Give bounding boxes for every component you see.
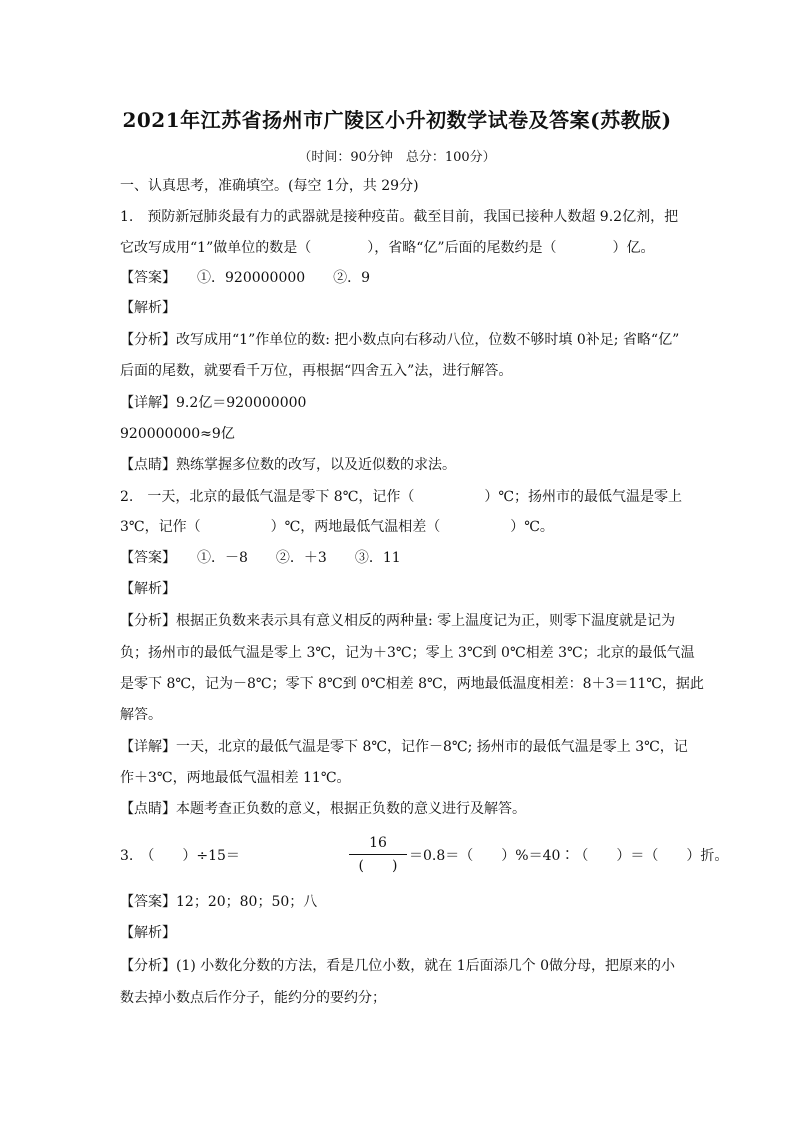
q1-analysis-line-1: 【分析】改写成用“1”作单位的数: 把小数点向右移动八位，位数不够时填 0补足; 省略“亿”	[120, 332, 680, 348]
q1-key-point: 【点睛】熟练掌握多位数的改写，以及近似数的求法。	[120, 457, 456, 473]
q3-answer: 【答案】12；20；80；50；八	[120, 894, 318, 910]
q2-analysis-line-3: 是零下 8℃，记为－8℃；零下 8℃到 0℃相差 8℃，两地最低温度相差：8＋3＝11℃，据此	[120, 676, 704, 692]
q2-analysis-line-2: 负；扬州市的最低气温是零上 3℃，记为＋3℃；零上 3℃到 0℃相差 3℃；北京的最低气温	[120, 645, 695, 661]
q2-key-point: 【点睛】本题考查正负数的意义，根据正负数的意义进行及解答。	[120, 801, 526, 817]
q2-analysis-line-1: 【分析】根据正负数来表示具有意义相反的两种量: 零上温度记为正，则零下温度就是记为	[120, 613, 676, 629]
q3-jiexi-label: 【解析】	[120, 925, 176, 941]
q1-jiexi-label: 【解析】	[120, 300, 176, 316]
q3-text-before-fraction: 3. （ ）÷15＝	[120, 848, 240, 864]
fraction-denominator: ( )	[358, 858, 398, 874]
page-title: 2021年江苏省扬州市广陵区小升初数学试卷及答案(苏教版)	[122, 108, 672, 132]
exam-info: （时间：90分钟 总分：100分）	[298, 150, 496, 165]
q3-text-after-fraction: ＝0.8＝（ ）%＝40∶（ ）＝（ ）折。	[409, 848, 729, 864]
q3-analysis-line-2: 数去掉小数点后作分子，能约分的要约分；	[120, 990, 386, 1006]
q1-detail-line-2: 920000000≈9亿	[120, 426, 235, 442]
q1-text-line-2: 它改写成用“1”做单位的数是（ ），省略“亿”后面的尾数约是（ ）亿。	[120, 240, 655, 256]
fraction-bar	[349, 854, 407, 855]
q3-question	[120, 833, 729, 877]
q2-answer: 【答案】 ①．－8 ②．＋3 ③．11	[120, 550, 401, 566]
q3-fraction	[349, 833, 407, 876]
q2-text-line-1: 2. 一天，北京的最低气温是零下 8℃，记作（ ）℃；扬州市的最低气温是零上	[120, 489, 683, 505]
q3-analysis-line-1: 【分析】(1) 小数化分数的方法，看是几位小数，就在 1后面添几个 0做分母，把原来的小	[120, 958, 675, 974]
q1-analysis-line-2: 后面的尾数，就要看千万位，再根据“四舍五入”法，进行解答。	[120, 363, 513, 379]
q2-text-line-2: 3℃，记作（ ）℃，两地最低气温相差（ ）℃。	[120, 519, 554, 535]
q2-analysis-line-4: 解答。	[120, 707, 162, 723]
fraction-numerator: 16	[369, 835, 387, 851]
q1-text-line-1: 1. 预防新冠肺炎最有力的武器就是接种疫苗。截至目前，我国已接种人数超 9.2亿剂，把	[120, 209, 679, 225]
q2-detail-line-1: 【详解】一天，北京的最低气温是零下 8℃，记作－8℃; 扬州市的最低气温是零上 3℃，记	[120, 739, 688, 755]
section-heading: 一、认真思考，准确填空。(每空 1分，共 29分)	[120, 178, 419, 194]
q1-answer: 【答案】 ①．920000000 ②．9	[120, 270, 371, 286]
q1-detail-line-1: 【详解】9.2亿＝920000000	[120, 395, 307, 411]
q2-detail-line-2: 作＋3℃，两地最低气温相差 11℃。	[120, 770, 351, 786]
q2-jiexi-label: 【解析】	[120, 581, 176, 597]
